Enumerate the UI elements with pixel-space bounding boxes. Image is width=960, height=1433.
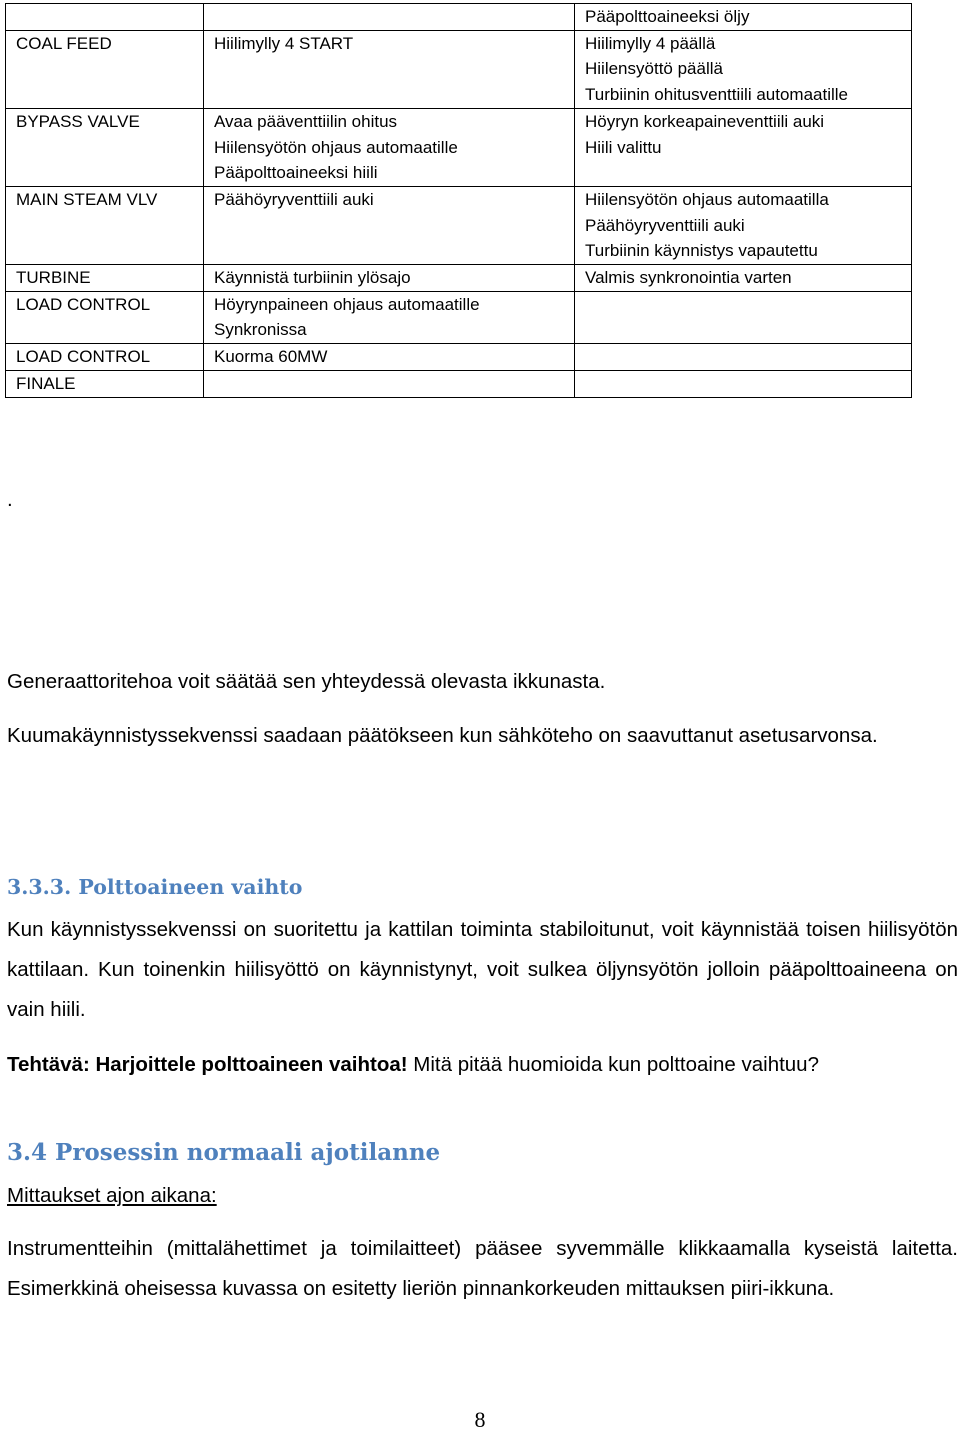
table-cell-line: FINALE xyxy=(16,373,76,393)
table-cell-c2 xyxy=(204,4,575,31)
table-cell-line: Kuorma 60MW xyxy=(214,347,328,367)
table-row xyxy=(6,265,912,292)
table-cell-line: Hiilensyötön ohjaus automaatille xyxy=(214,137,458,157)
table-cell-c1 xyxy=(6,108,204,186)
table-cell-line xyxy=(585,344,911,370)
table-cell-line: Käynnistä turbiinin ylösajo xyxy=(214,268,411,288)
table-cell-line xyxy=(585,371,911,397)
table-cell-c3 xyxy=(575,186,912,264)
table-cell-line: Turbiinin ohitusventtiili automaatille xyxy=(585,85,849,105)
table-cell-c2 xyxy=(204,370,575,397)
table-cell-line: Valmis synkronointia varten xyxy=(585,268,792,288)
task-label: Tehtävä: Harjoittele polttoaineen vaihtoa! xyxy=(7,1053,408,1076)
table-cell-c3 xyxy=(575,370,912,397)
table-cell-c3 xyxy=(575,291,912,343)
table-cell-c2 xyxy=(204,108,575,186)
table-cell-line: Pääpolttoaineeksi hiili xyxy=(214,163,378,183)
table-cell-c1 xyxy=(6,291,204,343)
paragraph-generator-power: Generaattoritehoa voit säätää sen yhteydessä olevasta ikkunasta. xyxy=(7,670,606,693)
table-row xyxy=(6,4,912,31)
table-row xyxy=(6,291,912,343)
table-cell-line xyxy=(16,4,203,30)
sequence-table xyxy=(5,3,912,398)
paragraph-fuel-change: Kun käynnistyssekvenssi on suoritettu ja kattilan toiminta stabiloitunut, voit käynnistää toisen hiilisyötön kattilaan. Kun toinenkin hiilisyöttö on käynnistynyt, voit sulkea öljynsyötön jolloin pääpolttoaineena on vain hiili. xyxy=(7,918,958,1021)
table-cell-c1 xyxy=(6,30,204,108)
table-cell-c2 xyxy=(204,30,575,108)
heading-fuel-change: 3.3.3. Polttoaineen vaihto xyxy=(7,875,303,899)
task-question: Mitä pitää huomioida kun polttoaine vaihtuu? xyxy=(407,1053,819,1076)
table-row xyxy=(6,370,912,397)
heading-normal-operation: 3.4 Prosessin normaali ajotilanne xyxy=(7,1139,441,1166)
table-row xyxy=(6,344,912,371)
table-cell-c2 xyxy=(204,291,575,343)
table-cell-c2 xyxy=(204,265,575,292)
table-cell-c3 xyxy=(575,4,912,31)
table-cell-c2 xyxy=(204,186,575,264)
table-cell-line xyxy=(585,292,911,318)
table-cell-c1 xyxy=(6,370,204,397)
paragraph-hot-start-sequence: Kuumakäynnistyssekvenssi saadaan päätökseen kun sähköteho on saavuttanut asetusarvonsa. xyxy=(7,724,878,747)
table-cell-line: Hiilensyötön ohjaus automaatilla xyxy=(585,189,829,209)
table-cell-c3 xyxy=(575,108,912,186)
table-cell-c3 xyxy=(575,30,912,108)
table-cell-line: Synkronissa xyxy=(214,320,307,340)
table-cell-line: Päähöyryventtiili auki xyxy=(585,215,745,235)
table-row xyxy=(6,186,912,264)
table-cell-line: TURBINE xyxy=(16,268,91,288)
table-cell-line: Hiilensyöttö päällä xyxy=(585,59,723,79)
table-cell-c1 xyxy=(6,4,204,31)
dot-text: . xyxy=(7,488,13,511)
table-cell-line: Hiilimylly 4 päällä xyxy=(585,33,716,53)
table-cell-line: Höyryn korkeapaineventtiili auki xyxy=(585,111,825,131)
table-cell-line: MAIN STEAM VLV xyxy=(16,189,158,209)
subheading-measurements: Mittaukset ajon aikana: xyxy=(7,1184,217,1207)
table-cell-line: Höyrynpaineen ohjaus automaatille xyxy=(214,294,480,314)
table-cell-line xyxy=(214,371,574,397)
table-row xyxy=(6,30,912,108)
table-cell-line: Pääpolttoaineeksi öljy xyxy=(585,7,750,26)
task-line xyxy=(7,1053,958,1077)
table-cell-c1 xyxy=(6,186,204,264)
table-cell-line: COAL FEED xyxy=(16,33,112,53)
table-cell-line: LOAD CONTROL xyxy=(16,294,151,314)
table-cell-c3 xyxy=(575,265,912,292)
table-row xyxy=(6,108,912,186)
table-cell-line: Hiili valittu xyxy=(585,137,662,157)
table-cell-line: Päähöyryventtiili auki xyxy=(214,189,374,209)
table-cell-c2 xyxy=(204,344,575,371)
table-cell-c3 xyxy=(575,344,912,371)
paragraph-instruments: Instrumentteihin (mittalähettimet ja toimilaitteet) pääsee syvemmälle klikkaamalla kyseistä laitetta. Esimerkkinä oheisessa kuvassa on esitetty lieriön pinnankorkeuden mittauksen piiri-ikkuna. xyxy=(7,1237,958,1300)
table-cell-c1 xyxy=(6,344,204,371)
table-cell-line: Avaa pääventtiilin ohitus xyxy=(214,111,398,131)
table-cell-line xyxy=(214,4,574,30)
page-number: 8 xyxy=(474,1407,486,1432)
table-cell-c1 xyxy=(6,265,204,292)
sequence-table-body xyxy=(6,4,912,398)
table-cell-line: Hiilimylly 4 START xyxy=(214,33,354,53)
table-cell-line: Turbiinin käynnistys vapautettu xyxy=(585,241,818,261)
table-cell-line: LOAD CONTROL xyxy=(16,347,151,367)
table-cell-line: BYPASS VALVE xyxy=(16,111,140,131)
